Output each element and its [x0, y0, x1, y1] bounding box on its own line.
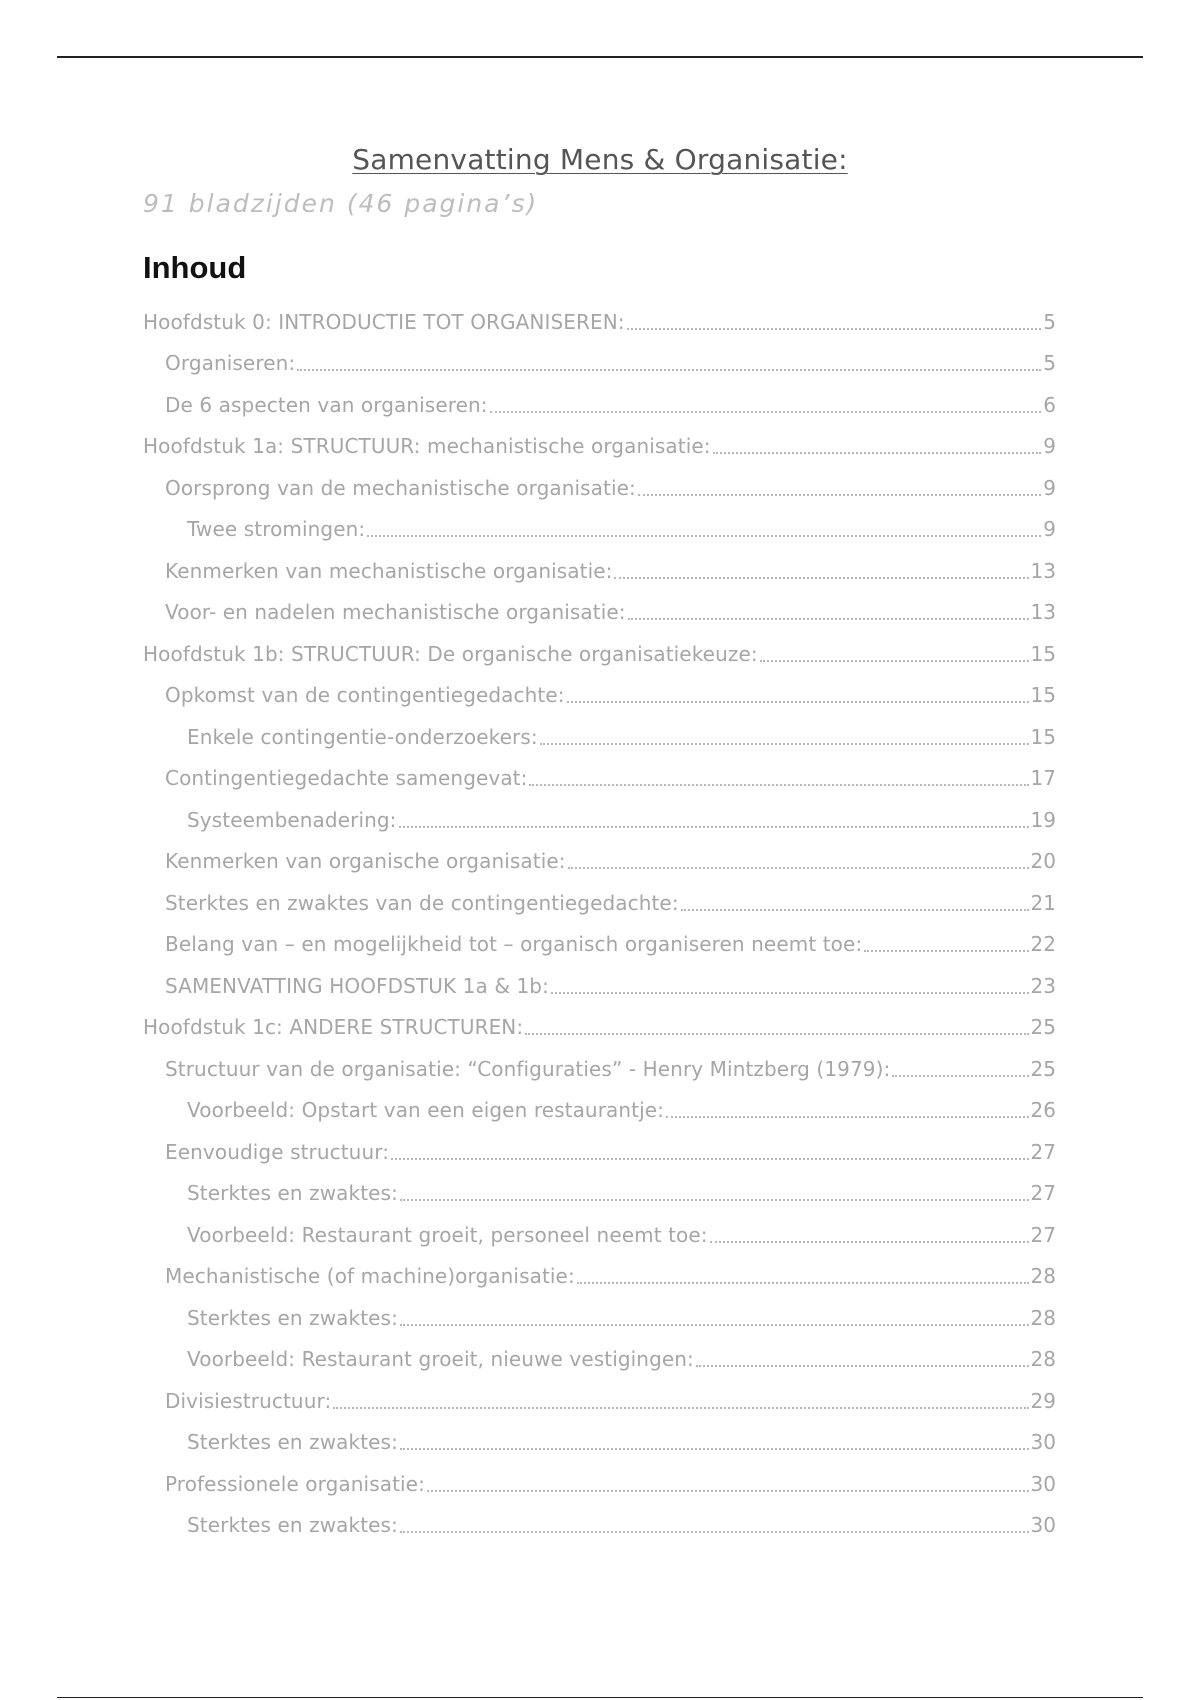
toc-page-number[interactable]: 13: [1030, 558, 1056, 583]
toc-entry-text[interactable]: Kenmerken van organische organisatie:: [165, 849, 566, 874]
toc-page-number[interactable]: 25: [1030, 1056, 1056, 1081]
header-rule: [57, 56, 1143, 58]
toc-page-number[interactable]: 21: [1030, 890, 1056, 915]
toc-page-number[interactable]: 15: [1030, 641, 1056, 666]
toc-entry-text[interactable]: Oorsprong van de mechanistische organisatie:: [165, 475, 636, 500]
toc-page-number[interactable]: 9: [1043, 434, 1056, 459]
toc-dot-leader: [627, 328, 1042, 330]
toc-page-number[interactable]: 23: [1030, 973, 1056, 998]
toc-dot-leader: [681, 909, 1029, 911]
toc-entry-text[interactable]: Eenvoudige structuur:: [165, 1139, 390, 1164]
toc-entry-text[interactable]: Structuur van de organisatie: “Configuraties” - Henry Mintzberg (1979):: [165, 1056, 891, 1081]
toc-dot-leader: [490, 411, 1042, 413]
toc-dot-leader: [696, 1365, 1029, 1367]
toc-entry-text[interactable]: Voorbeeld: Restaurant groeit, personeel neemt toe:: [187, 1222, 708, 1247]
toc-page-number[interactable]: 28: [1030, 1305, 1056, 1330]
toc-dot-leader: [614, 577, 1028, 579]
toc-entry-text[interactable]: Contingentiegedachte samengevat:: [165, 766, 528, 791]
toc-entry-text[interactable]: Hoofdstuk 1c: ANDERE STRUCTUREN:: [143, 1015, 524, 1040]
toc-entry[interactable]: [143, 343, 1056, 385]
toc-dot-leader: [567, 701, 1029, 703]
toc-entry-text[interactable]: Hoofdstuk 1b: STRUCTUUR: De organische organisatiekeuze:: [143, 641, 758, 666]
toc-entry[interactable]: [143, 924, 1056, 966]
footer-rule: [57, 1697, 1143, 1698]
toc-dot-leader: [400, 1199, 1029, 1201]
toc-dot-leader: [529, 784, 1028, 786]
toc-entry-text[interactable]: Sterktes en zwaktes van de contingentiegedachte:: [165, 890, 679, 915]
toc-entry[interactable]: [143, 592, 1056, 634]
toc-page-number[interactable]: 26: [1030, 1098, 1056, 1123]
toc-entry-text[interactable]: Enkele contingentie-onderzoekers:: [187, 724, 538, 749]
toc-page-number[interactable]: 15: [1030, 683, 1056, 708]
toc-entry[interactable]: [143, 550, 1056, 592]
toc-page-number[interactable]: 6: [1043, 392, 1056, 417]
toc-entry[interactable]: [143, 1007, 1056, 1049]
toc-page-number[interactable]: 19: [1030, 807, 1056, 832]
toc-entry-text[interactable]: Sterktes en zwaktes:: [187, 1513, 398, 1538]
toc-page-number[interactable]: 29: [1030, 1388, 1056, 1413]
toc-entry[interactable]: [143, 509, 1056, 551]
toc-entry[interactable]: [143, 301, 1056, 343]
toc-entry-text[interactable]: Sterktes en zwaktes:: [187, 1305, 398, 1330]
document-title: Samenvatting Mens & Organisatie:: [352, 143, 848, 176]
toc-entry[interactable]: [143, 675, 1056, 717]
toc-page-number[interactable]: 9: [1043, 475, 1056, 500]
table-of-contents: [143, 301, 1056, 1546]
toc-entry-text[interactable]: Hoofdstuk 0: INTRODUCTIE TOT ORGANISEREN:: [143, 309, 625, 334]
toc-entry[interactable]: [143, 841, 1056, 883]
toc-entry-text[interactable]: SAMENVATTING HOOFDSTUK 1a & 1b:: [165, 973, 549, 998]
toc-entry[interactable]: [143, 1297, 1056, 1339]
toc-dot-leader: [391, 1158, 1029, 1160]
toc-entry[interactable]: [143, 1380, 1056, 1422]
toc-entry[interactable]: [143, 384, 1056, 426]
toc-dot-leader: [713, 452, 1042, 454]
toc-heading: Inhoud: [143, 250, 247, 285]
toc-entry-text[interactable]: Professionele organisatie:: [165, 1471, 425, 1496]
toc-page-number[interactable]: 22: [1030, 932, 1056, 957]
toc-page-number[interactable]: 27: [1030, 1181, 1056, 1206]
toc-entry[interactable]: [143, 1214, 1056, 1256]
toc-entry[interactable]: [143, 1173, 1056, 1215]
toc-entry-text[interactable]: Organiseren:: [165, 351, 296, 376]
toc-entry-text[interactable]: Voor- en nadelen mechanistische organisatie:: [165, 600, 626, 625]
toc-entry[interactable]: [143, 965, 1056, 1007]
toc-dot-leader: [400, 1324, 1029, 1326]
toc-dot-leader: [525, 1033, 1028, 1035]
toc-entry[interactable]: [143, 1131, 1056, 1173]
toc-dot-leader: [892, 1075, 1028, 1077]
toc-entry-text[interactable]: Voorbeeld: Restaurant groeit, nieuwe vestigingen:: [187, 1347, 694, 1372]
toc-dot-leader: [367, 535, 1041, 537]
toc-dot-leader: [864, 950, 1028, 952]
toc-page-number[interactable]: 25: [1030, 1015, 1056, 1040]
toc-page-number[interactable]: 20: [1030, 849, 1056, 874]
toc-entry-text[interactable]: Belang van – en mogelijkheid tot – organisch organiseren neemt toe:: [165, 932, 863, 957]
toc-entry[interactable]: [143, 467, 1056, 509]
toc-entry[interactable]: [143, 799, 1056, 841]
toc-page-number[interactable]: 30: [1030, 1513, 1056, 1538]
toc-dot-leader: [568, 867, 1029, 869]
toc-dot-leader: [540, 743, 1029, 745]
toc-entry[interactable]: [143, 882, 1056, 924]
toc-dot-leader: [400, 1531, 1029, 1533]
toc-page-number[interactable]: 15: [1030, 724, 1056, 749]
toc-page-number[interactable]: 5: [1043, 309, 1056, 334]
toc-dot-leader: [399, 826, 1029, 828]
toc-entry[interactable]: [143, 1339, 1056, 1381]
toc-entry[interactable]: [143, 716, 1056, 758]
toc-dot-leader: [666, 1116, 1029, 1118]
toc-entry-text[interactable]: Twee stromingen:: [187, 517, 366, 542]
toc-entry[interactable]: [143, 1463, 1056, 1505]
toc-entry[interactable]: [143, 1505, 1056, 1547]
toc-page-number[interactable]: 27: [1030, 1222, 1056, 1247]
toc-page-number[interactable]: 30: [1030, 1430, 1056, 1455]
toc-page-number[interactable]: 27: [1030, 1139, 1056, 1164]
toc-entry[interactable]: [143, 758, 1056, 800]
toc-entry-text[interactable]: Hoofdstuk 1a: STRUCTUUR: mechanistische organisatie:: [143, 434, 711, 459]
toc-dot-leader: [628, 618, 1029, 620]
toc-page-number[interactable]: 28: [1030, 1347, 1056, 1372]
toc-entry-text[interactable]: Opkomst van de contingentiegedachte:: [165, 683, 565, 708]
toc-dot-leader: [297, 369, 1041, 371]
toc-page-number[interactable]: 17: [1030, 766, 1056, 791]
toc-page-number[interactable]: 30: [1030, 1471, 1056, 1496]
toc-dot-leader: [551, 992, 1029, 994]
toc-entry-text[interactable]: Sterktes en zwaktes:: [187, 1430, 398, 1455]
document-subtitle: 91 bladzijden (46 pagina’s): [143, 189, 539, 218]
toc-entry-text[interactable]: De 6 aspecten van organiseren:: [165, 392, 488, 417]
toc-dot-leader: [638, 494, 1041, 496]
toc-entry-text[interactable]: Sterktes en zwaktes:: [187, 1181, 398, 1206]
toc-dot-leader: [427, 1490, 1029, 1492]
toc-entry-text[interactable]: Mechanistische (of machine)organisatie:: [165, 1264, 575, 1289]
toc-entry-text[interactable]: Kenmerken van mechanistische organisatie:: [165, 558, 613, 583]
toc-dot-leader: [400, 1448, 1029, 1450]
toc-entry-text[interactable]: Voorbeeld: Opstart van een eigen restaurantje:: [187, 1098, 664, 1123]
toc-entry[interactable]: [143, 633, 1056, 675]
toc-entry-text[interactable]: Systeembenadering:: [187, 807, 397, 832]
toc-dot-leader: [760, 660, 1029, 662]
toc-entry[interactable]: [143, 1090, 1056, 1132]
toc-page-number[interactable]: 9: [1043, 517, 1056, 542]
toc-entry[interactable]: [143, 1256, 1056, 1298]
toc-dot-leader: [577, 1282, 1029, 1284]
toc-page-number[interactable]: 5: [1043, 351, 1056, 376]
toc-entry[interactable]: [143, 1048, 1056, 1090]
toc-page-number[interactable]: 13: [1030, 600, 1056, 625]
toc-entry[interactable]: [143, 1422, 1056, 1464]
toc-entry-text[interactable]: Divisiestructuur:: [165, 1388, 332, 1413]
toc-entry[interactable]: [143, 426, 1056, 468]
toc-page-number[interactable]: 28: [1030, 1264, 1056, 1289]
toc-dot-leader: [333, 1407, 1028, 1409]
toc-dot-leader: [710, 1241, 1029, 1243]
